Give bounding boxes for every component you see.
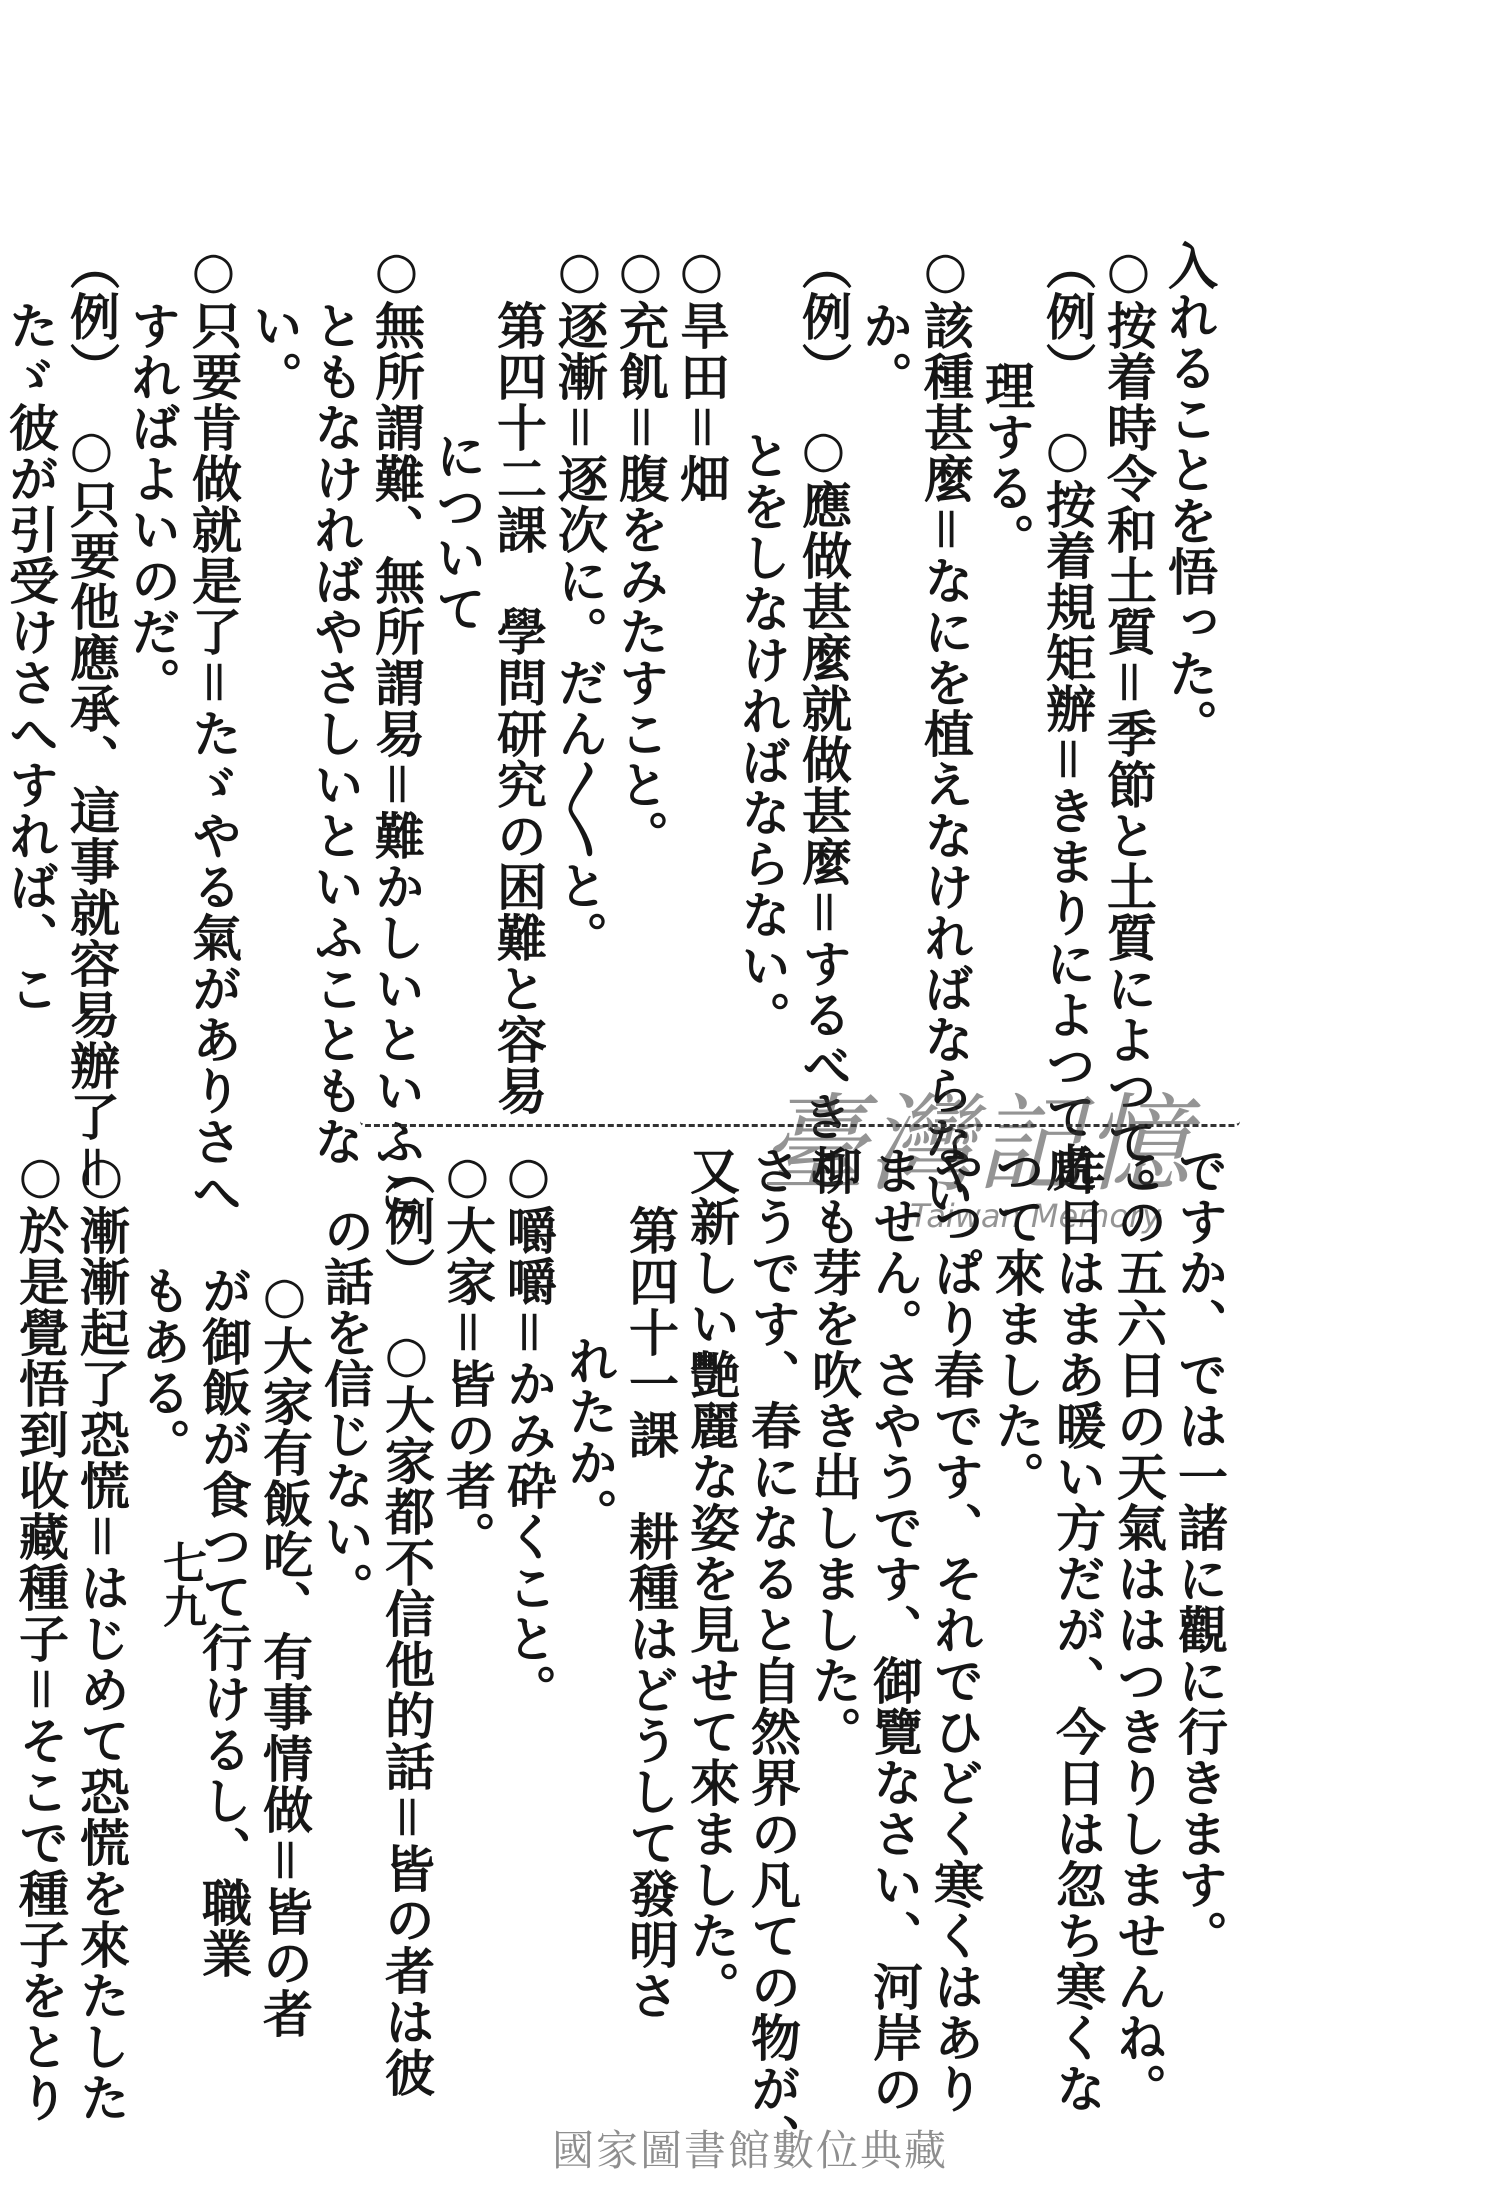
text-column: ○大家＝皆の者。 [438, 1145, 497, 1562]
text-column: の話を信じない。 [316, 1205, 375, 1613]
lesson-heading: 第四十二課 學問研究の困難と容易 [489, 300, 548, 1116]
text-column: ○旱田＝畑 [672, 240, 731, 504]
text-column: 又新しい艷麗な姿を見せて來ました。 [682, 1145, 741, 2012]
text-column: ○大家有飯吃、有事情做＝皆の者 [255, 1265, 314, 2039]
text-column: い。 [245, 300, 304, 402]
text-column: もある。 [133, 1265, 192, 1469]
text-column: ○逐漸＝逐次に。だん〱と。 [550, 240, 609, 962]
text-column: すればよいのだ。 [123, 300, 182, 708]
footer-credit: 國家圖書館數位典藏 [551, 2126, 948, 2175]
text-column: この五六日の天氣ははつきりしませんね。 [1109, 1145, 1168, 2114]
text-column: か。 [855, 300, 914, 402]
text-column: 昨日はまあ暖い方だが、今日は忽ち寒くな [1048, 1145, 1107, 2114]
text-column: れたか。 [560, 1335, 619, 1539]
text-column: ですか、では一諸に觀に行きます。 [1170, 1145, 1229, 1961]
text-column: ともなければやさしいといふこともな [306, 300, 365, 1167]
text-column: ○漸漸起了恐慌＝はじめて恐慌を來たした [72, 1145, 131, 2123]
watermark-chinese: 臺灣記憶 [760, 1083, 1192, 1206]
text-column: ません。さやうです、御覽なさい、河岸の [865, 1145, 924, 2114]
page-number: 七九 [155, 1540, 206, 1628]
text-column: たゞ彼が引受けさへすれば、こ [1, 300, 60, 1014]
text-column: ○無所謂難、無所謂易＝難かしいといふこ [367, 240, 426, 1218]
text-column: つて來ました。 [987, 1145, 1046, 1502]
text-column: （例） ○只要他應承、這事就容易辦了＝ [62, 240, 121, 1193]
watermark-english: Taiwan Memory [910, 1197, 1162, 1235]
text-column: やつぱり春です、それでひどく寒くはあり [926, 1145, 985, 2114]
text-column: とをしなければならない。 [733, 430, 792, 1042]
text-column: ○充飢＝腹をみたすこと。 [611, 240, 670, 861]
text-column: が御飯が食つて行けるし、職業 [194, 1265, 253, 1979]
text-column: ○只要肯做就是了＝たゞやる氣がありさへ [184, 240, 243, 1218]
text-column: ○於是覺悟到收藏種子＝そこで種子をとり [11, 1145, 70, 2123]
text-column: ○按着時令和土質＝季節と土質によつて。 [1099, 240, 1158, 1218]
text-column: 理する。 [977, 360, 1036, 564]
text-column: 柳も芽を吹き出しました。 [804, 1145, 863, 1757]
text-column: について [428, 430, 487, 634]
text-column: （例） ○大家都不信他的話＝皆の者は彼 [377, 1145, 436, 2098]
text-column: ○嚼嚼＝かみ砕くこと。 [499, 1145, 558, 1715]
text-column: さうです、春になると自然界の凡ての物が、 [743, 1145, 802, 2165]
text-column: （例） ○應做甚麼就做甚麼＝するべきこ [794, 240, 853, 1193]
text-column: ○該種甚麼＝なにを植えなければならない [916, 240, 975, 1218]
text-column: （例） ○按着規矩辦＝きまりによつて處 [1038, 240, 1097, 1193]
lesson-heading: 第四十一課 耕種はどうして發明さ [621, 1205, 680, 2021]
text-column: 入れることを悟った。 [1160, 240, 1219, 750]
